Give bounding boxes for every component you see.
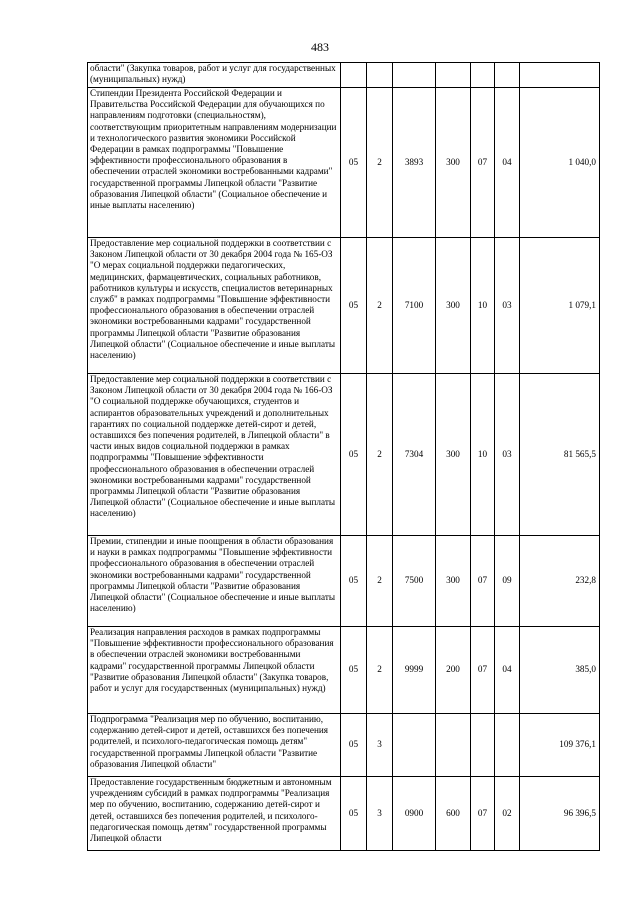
code-program: 05 — [341, 374, 367, 536]
code-direction: 9999 — [393, 627, 436, 714]
code-subsection: 03 — [495, 374, 520, 536]
code-expense-type: 300 — [436, 536, 471, 627]
code-program: 05 — [341, 88, 367, 238]
table-row — [88, 88, 600, 238]
code-expense-type — [436, 63, 471, 88]
code-program — [341, 63, 367, 88]
table-row — [88, 374, 600, 536]
row-name: Предоставление мер социальной поддержки в соответствии с Законом Липецкой области от 30 декабря 2004 года № 165-ОЗ "О мерах социальной поддержки педагогических, медицинских, фармацевтических, социальных работников, работников культуры и искусств, специалистов ветеринарных служб" в рамках подпрограммы "Повышение эффективности профессионального образования в обеспечении отраслей экономики востребованными кадрами" государственной программы Липецкой области "Развитие образования Липецкой области" (Социальное обеспечение и иные выплаты населению) — [88, 238, 341, 374]
table-row — [88, 627, 600, 714]
code-program: 05 — [341, 714, 367, 777]
code-subsection: 04 — [495, 88, 520, 238]
code-expense-type: 300 — [436, 374, 471, 536]
code-expense-type: 300 — [436, 88, 471, 238]
table-row — [88, 238, 600, 374]
code-program: 05 — [341, 777, 367, 851]
row-sum: 1 040,0 — [520, 88, 600, 238]
code-section — [471, 714, 495, 777]
row-name: Предоставление мер социальной поддержки в соответствии с Законом Липецкой области от 30 декабря 2004 года № 166-ОЗ "О социальной поддержке обучающихся, студентов и аспирантов образовательных учреждений и дополнительных гарантиях по социальной поддержке детей-сирот и детей, оставшихся без попечения родителей, в Липецкой области" в части иных видов социальной поддержки в рамках подпрограммы "Повышение эффективности профессионального образования в обеспечении отраслей экономики востребованными кадрами" государственной программы Липецкой области "Развитие образования Липецкой области" (Социальное обеспечение и иные выплаты населению) — [88, 374, 341, 536]
code-subprogram: 3 — [367, 714, 393, 777]
table-row — [88, 714, 600, 777]
code-subsection — [495, 63, 520, 88]
table-row — [88, 63, 600, 88]
code-program: 05 — [341, 238, 367, 374]
code-expense-type — [436, 714, 471, 777]
code-subsection: 03 — [495, 238, 520, 374]
code-direction — [393, 63, 436, 88]
code-expense-type: 600 — [436, 777, 471, 851]
code-expense-type: 300 — [436, 238, 471, 374]
code-subprogram: 2 — [367, 88, 393, 238]
budget-table — [87, 62, 600, 851]
code-direction — [393, 714, 436, 777]
code-subsection — [495, 714, 520, 777]
table-row — [88, 536, 600, 627]
row-sum: 1 079,1 — [520, 238, 600, 374]
row-name: Реализация направления расходов в рамках подпрограммы "Повышение эффективности профессионального образования в обеспечении отраслей экономики востребованными кадрами" государственной программы Липецкой области "Развитие образования Липецкой области" (Закупка товаров, работ и услуг для государственных (муниципальных) нужд) — [88, 627, 341, 714]
code-section: 10 — [471, 238, 495, 374]
table-row — [88, 777, 600, 851]
code-subprogram: 2 — [367, 536, 393, 627]
code-section: 07 — [471, 777, 495, 851]
code-program: 05 — [341, 627, 367, 714]
code-expense-type: 200 — [436, 627, 471, 714]
code-direction: 7304 — [393, 374, 436, 536]
code-section — [471, 63, 495, 88]
code-subprogram: 2 — [367, 627, 393, 714]
row-name: Подпрограмма "Реализация мер по обучению, воспитанию, содержанию детей-сирот и детей, оставшихся без попечения родителей, и психолого-педагогическая помощь детям" государственной программы Липецкой области "Развитие образования Липецкой области" — [88, 714, 341, 777]
code-subprogram: 3 — [367, 777, 393, 851]
code-section: 10 — [471, 374, 495, 536]
code-subprogram: 2 — [367, 374, 393, 536]
row-sum — [520, 63, 600, 88]
row-name: Премии, стипендии и иные поощрения в области образования и науки в рамках подпрограммы "Повышение эффективности профессионального образования в обеспечении отраслей экономики востребованными кадрами" государственной программы Липецкой области "Развитие образования Липецкой области" (Социальное обеспечение и иные выплаты населению) — [88, 536, 341, 627]
row-name: области" (Закупка товаров, работ и услуг для государственных (муниципальных) нужд) — [88, 63, 341, 88]
row-name: Предоставление государственным бюджетным и автономным учреждениям субсидий в рамках подпрограммы "Реализация мер по обучению, воспитанию, содержанию детей-сирот и детей, оставшихся без попечения родителей, и психолого-педагогическая помощь детям" государственной программы Липецкой области — [88, 777, 341, 851]
code-direction: 3893 — [393, 88, 436, 238]
code-subprogram: 2 — [367, 238, 393, 374]
code-direction: 7500 — [393, 536, 436, 627]
code-direction: 7100 — [393, 238, 436, 374]
code-section: 07 — [471, 627, 495, 714]
row-sum: 385,0 — [520, 627, 600, 714]
code-program: 05 — [341, 536, 367, 627]
page-number: 483 — [311, 40, 329, 54]
code-subsection: 09 — [495, 536, 520, 627]
row-sum: 96 396,5 — [520, 777, 600, 851]
code-section: 07 — [471, 88, 495, 238]
code-subprogram — [367, 63, 393, 88]
row-name: Стипендии Президента Российской Федерации и Правительства Российской Федерации для обучающихся по направлениям подготовки (специальностям), соответствующим приоритетным направлениям модернизации и технологического развития экономики Российской Федерации в рамках подпрограммы "Повышение эффективности профессионального образования в обеспечении отраслей экономики востребованными кадрами" государственной программы Липецкой области "Развитие образования Липецкой области" (Социальное обеспечение и иные выплаты населению) — [88, 88, 341, 238]
row-sum: 232,8 — [520, 536, 600, 627]
row-sum: 81 565,5 — [520, 374, 600, 536]
code-subsection: 04 — [495, 627, 520, 714]
code-direction: 0900 — [393, 777, 436, 851]
row-sum: 109 376,1 — [520, 714, 600, 777]
code-subsection: 02 — [495, 777, 520, 851]
code-section: 07 — [471, 536, 495, 627]
